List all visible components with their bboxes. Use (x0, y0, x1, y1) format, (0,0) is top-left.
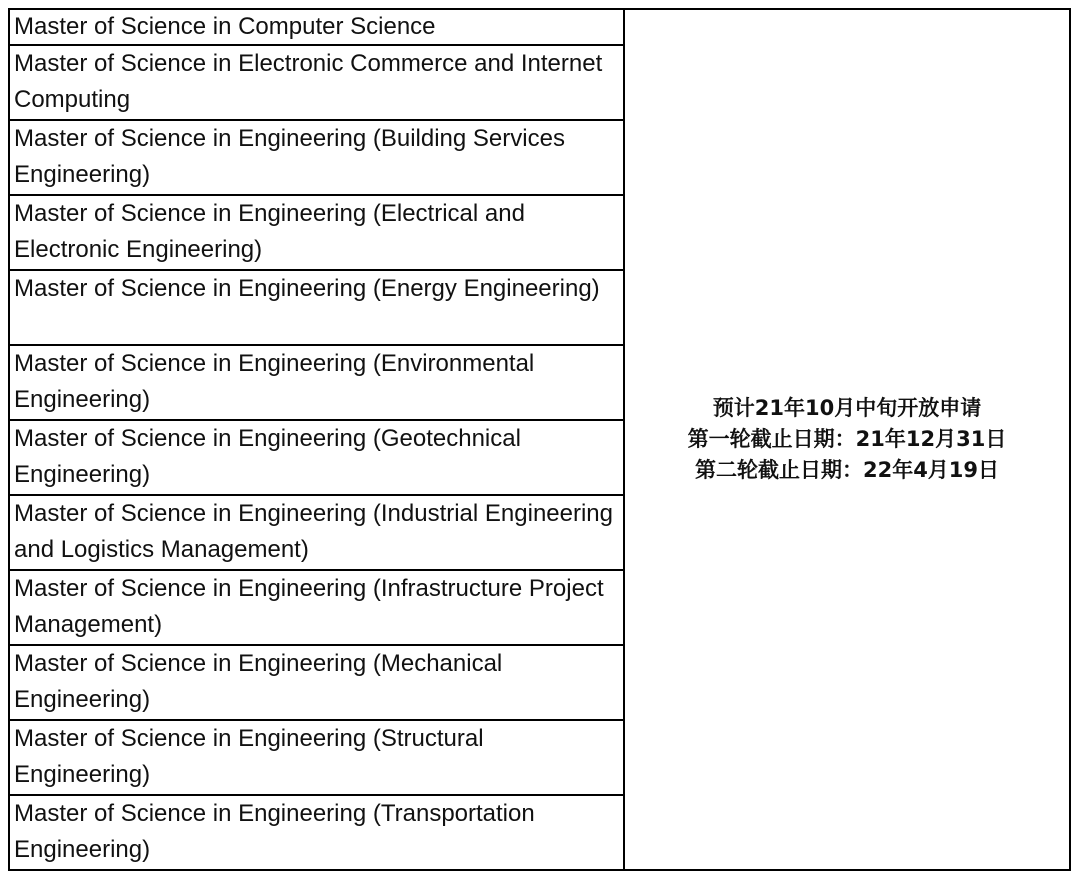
program-name-cell: Master of Science in Engineering (Transportation Engineering) (9, 795, 624, 870)
program-name-cell: Master of Science in Computer Science (9, 9, 624, 45)
program-name-cell: Master of Science in Electronic Commerce and Internet Computing (9, 45, 624, 120)
program-name-cell: Master of Science in Engineering (Mechanical Engineering) (9, 645, 624, 720)
programs-table (8, 8, 1071, 871)
application-info-cell (624, 9, 1070, 870)
program-name-cell: Master of Science in Engineering (Structural Engineering) (9, 720, 624, 795)
program-name-cell: Master of Science in Engineering (Building Services Engineering) (9, 120, 624, 195)
round2-deadline-text: 第二轮截止日期：22年4月19日 (694, 458, 1000, 482)
program-name-cell: Master of Science in Engineering (Industrial Engineering and Logistics Management) (9, 495, 624, 570)
program-name-cell: Master of Science in Engineering (Energy Engineering) (9, 270, 624, 345)
table-row (9, 9, 1070, 45)
program-name-cell: Master of Science in Engineering (Infrastructure Project Management) (9, 570, 624, 645)
program-name-cell: Master of Science in Engineering (Environmental Engineering) (9, 345, 624, 420)
round1-deadline-text: 第一轮截止日期：21年12月31日 (687, 427, 1007, 451)
application-opening-text: 预计21年10月中旬开放申请 (712, 396, 982, 420)
program-name-cell: Master of Science in Engineering (Electrical and Electronic Engineering) (9, 195, 624, 270)
program-name-cell: Master of Science in Engineering (Geotechnical Engineering) (9, 420, 624, 495)
